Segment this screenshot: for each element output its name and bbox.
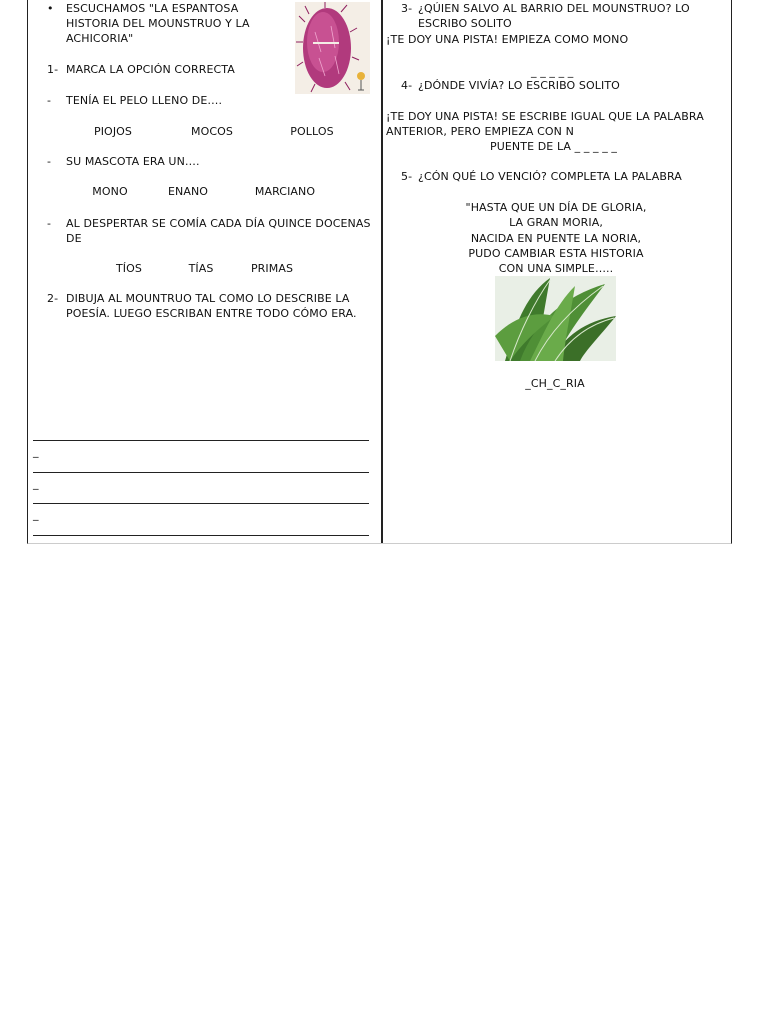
intro-line-2: HISTORIA DEL MOUNSTRUO Y LA (66, 17, 250, 30)
bridge-blanks: PUENTE DE LA _ _ _ _ _ (490, 140, 618, 153)
ate-prompt-line-2: DE (66, 232, 82, 245)
dash-marker: - (47, 217, 52, 230)
q3-line-1: ¿QÚIEN SALVO AL BARRIO DEL MOUNSTRUO? LO (418, 2, 690, 15)
writing-line-dash: _ (33, 445, 39, 458)
q4-number: 4- (401, 79, 413, 92)
dash-marker: - (47, 94, 52, 107)
option-primas: PRIMAS (250, 262, 294, 275)
writing-line (33, 535, 369, 536)
poem-line-4: PUDO CAMBIAR ESTA HISTORIA (468, 247, 644, 260)
hint-2-line-1: ¡TE DOY UNA PISTA! SE ESCRIBE IGUAL QUE LA PALABRA (386, 110, 704, 123)
chicory-illustration (495, 276, 616, 361)
ate-prompt-line-1: AL DESPERTAR SE COMÍA CADA DÍA QUINCE DOCENAS (66, 217, 371, 230)
poem-line-3: NACIDA EN PUENTE LA NORIA, (470, 232, 642, 245)
q5-number: 5- (401, 170, 413, 183)
hint-2-line-2: ANTERIOR, PERO EMPIEZA CON N (386, 125, 574, 138)
option-tias: TÍAS (188, 262, 214, 275)
writing-line (33, 472, 369, 473)
poem-line-1: "HASTA QUE UN DÍA DE GLORIA, (465, 201, 647, 214)
option-piojos: PIOJOS (93, 125, 133, 138)
intro-line-1: ESCUCHAMOS "LA ESPANTOSA (66, 2, 239, 15)
q5-text: ¿CÓN QUÉ LO VENCIÓ? COMPLETA LA PALABRA (418, 170, 682, 183)
writing-line-dash: _ (33, 508, 39, 521)
option-pollos: POLLOS (290, 125, 334, 138)
fill-word: _CH_C_RIA (525, 377, 585, 390)
bullet: • (47, 2, 54, 15)
option-mono: MONO (92, 185, 128, 198)
q2-number: 2- (47, 292, 59, 305)
hint-1: ¡TE DOY UNA PISTA! EMPIEZA COMO MONO (386, 33, 629, 46)
writing-line-dash: _ (33, 477, 39, 490)
option-tios: TÍOS (115, 262, 143, 275)
option-mocos: MOCOS (191, 125, 233, 138)
poem-line-2: LA GRAN MORIA, (509, 216, 603, 229)
column-divider (381, 0, 383, 543)
answer-blanks-1: _ _ _ _ _ (531, 65, 574, 78)
writing-line (33, 503, 369, 504)
q4-text: ¿DÓNDE VIVÍA? LO ESCRIBO SOLITO (418, 79, 620, 92)
q3-line-2: ESCRIBO SOLITO (418, 17, 512, 30)
pet-prompt: SU MASCOTA ERA UN…. (66, 155, 200, 168)
q2-line-2: POESÍA. LUEGO ESCRIBAN ENTRE TODO CÓMO ERA. (66, 307, 357, 320)
q1-number: 1- (47, 63, 59, 76)
hair-prompt: TENÍA EL PELO LLENO DE…. (66, 94, 223, 107)
writing-line (33, 440, 369, 441)
q1-text: MARCA LA OPCIÓN CORRECTA (66, 63, 235, 76)
option-enano: ENANO (167, 185, 209, 198)
q2-line-1: DIBUJA AL MOUNTRUO TAL COMO LO DESCRIBE LA (66, 292, 350, 305)
intro-line-3: ACHICORIA" (66, 32, 134, 45)
dash-marker: - (47, 155, 52, 168)
monster-illustration (295, 2, 370, 94)
option-marciano: MARCIANO (254, 185, 316, 198)
poem-line-5: CON UNA SIMPLE….. (498, 262, 614, 275)
q3-number: 3- (401, 2, 413, 15)
